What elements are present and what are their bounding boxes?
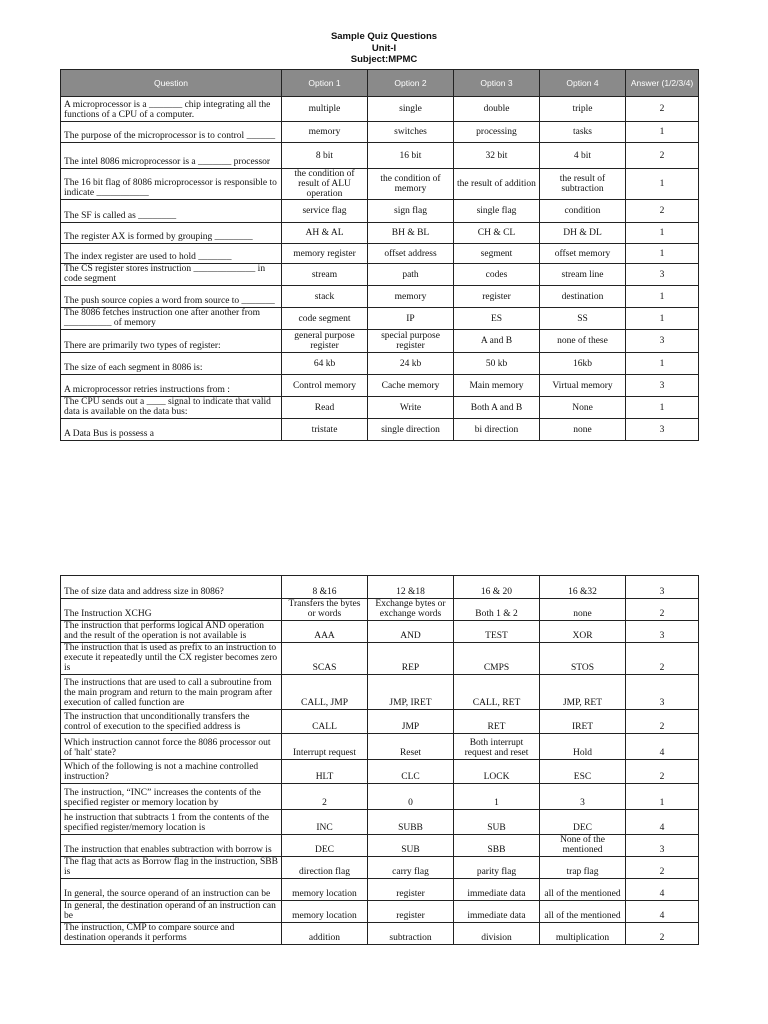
question-cell: The size of each segment in 8086 is: xyxy=(61,353,282,375)
option-4-cell: 3 xyxy=(540,784,626,810)
option-4-cell: none xyxy=(540,419,626,441)
option-2-cell: subtraction xyxy=(368,923,454,945)
option-4-cell: tasks xyxy=(540,122,626,143)
option-2-cell: SUBB xyxy=(368,810,454,835)
option-1-cell: direction flag xyxy=(282,857,368,879)
question-row xyxy=(61,308,699,330)
question-row xyxy=(61,244,699,264)
answer-cell: 2 xyxy=(626,599,699,621)
answer-cell: 4 xyxy=(626,734,699,760)
option-4-cell: 16kb xyxy=(540,353,626,375)
option-4-cell: 4 bit xyxy=(540,143,626,169)
header-option-4: Option 4 xyxy=(540,70,626,97)
question-cell: There are primarily two types of register: xyxy=(61,330,282,353)
question-cell: The instruction, “INC” increases the contents of the specified register or memory location by xyxy=(61,784,282,810)
option-2-cell: path xyxy=(368,264,454,286)
option-2-cell: CLC xyxy=(368,760,454,784)
option-3-cell: SBB xyxy=(454,835,540,857)
option-3-cell: processing xyxy=(454,122,540,143)
option-3-cell: CALL, RET xyxy=(454,675,540,710)
option-3-cell: 50 kb xyxy=(454,353,540,375)
answer-cell: 3 xyxy=(626,375,699,397)
question-row xyxy=(61,286,699,308)
header-option-3: Option 3 xyxy=(454,70,540,97)
question-row xyxy=(61,599,699,621)
option-3-cell: immediate data xyxy=(454,901,540,923)
answer-cell: 1 xyxy=(626,397,699,419)
option-1-cell: tristate xyxy=(282,419,368,441)
option-1-cell: memory register xyxy=(282,244,368,264)
option-2-cell: REP xyxy=(368,643,454,675)
question-row xyxy=(61,901,699,923)
answer-cell: 3 xyxy=(626,675,699,710)
option-2-cell: 12 &18 xyxy=(368,576,454,599)
option-4-cell: XOR xyxy=(540,621,626,643)
answer-cell: 1 xyxy=(626,244,699,264)
option-1-cell: code segment xyxy=(282,308,368,330)
answer-cell: 2 xyxy=(626,857,699,879)
answer-cell: 2 xyxy=(626,200,699,223)
option-4-cell: stream line xyxy=(540,264,626,286)
option-1-cell: addition xyxy=(282,923,368,945)
option-2-cell: 0 xyxy=(368,784,454,810)
answer-cell: 3 xyxy=(626,621,699,643)
question-row xyxy=(61,760,699,784)
question-cell: In general, the destination operand of an instruction can be xyxy=(61,901,282,923)
question-cell: The CPU sends out a ____ signal to indicate that valid data is available on the data bus: xyxy=(61,397,282,419)
question-row xyxy=(61,97,699,122)
question-cell: The push source copies a word from source to _______ xyxy=(61,286,282,308)
option-4-cell: ESC xyxy=(540,760,626,784)
option-4-cell: STOS xyxy=(540,643,626,675)
question-cell: The purpose of the microprocessor is to control ______ xyxy=(61,122,282,143)
question-row xyxy=(61,857,699,879)
header-option-1: Option 1 xyxy=(282,70,368,97)
option-4-cell: offset memory xyxy=(540,244,626,264)
option-4-cell: destination xyxy=(540,286,626,308)
option-1-cell: memory xyxy=(282,122,368,143)
question-row xyxy=(61,122,699,143)
option-4-cell: all of the mentioned xyxy=(540,901,626,923)
question-cell: The 8086 fetches instruction one after another from __________ of memory xyxy=(61,308,282,330)
option-2-cell: Exchange bytes or exchange words xyxy=(368,599,454,621)
option-3-cell: 1 xyxy=(454,784,540,810)
option-4-cell: None of the mentioned xyxy=(540,835,626,857)
question-row xyxy=(61,353,699,375)
answer-cell: 4 xyxy=(626,810,699,835)
header-row xyxy=(61,70,699,97)
option-4-cell: Hold xyxy=(540,734,626,760)
option-1-cell: Transfers the bytes or words xyxy=(282,599,368,621)
option-2-cell: JMP xyxy=(368,710,454,734)
option-1-cell: Read xyxy=(282,397,368,419)
option-3-cell: Main memory xyxy=(454,375,540,397)
question-cell: The CS register stores instruction _____________ in code segment xyxy=(61,264,282,286)
question-row xyxy=(61,330,699,353)
question-row xyxy=(61,621,699,643)
subject-label: Subject:MPMC xyxy=(350,54,418,65)
option-3-cell: Both interrupt request and reset xyxy=(454,734,540,760)
option-2-cell: memory xyxy=(368,286,454,308)
question-row xyxy=(61,576,699,599)
answer-cell: 3 xyxy=(626,576,699,599)
answer-cell: 3 xyxy=(626,330,699,353)
answer-cell: 2 xyxy=(626,923,699,945)
option-2-cell: register xyxy=(368,901,454,923)
question-row xyxy=(61,200,699,223)
question-cell: The instruction that performs logical AND operation and the result of the operation is not available is xyxy=(61,621,282,643)
question-row xyxy=(61,143,699,169)
question-cell: The 16 bit flag of 8086 microprocessor is responsible to indicate ___________ xyxy=(61,169,282,200)
option-3-cell: Both A and B xyxy=(454,397,540,419)
quiz-table-body-1 xyxy=(61,97,699,441)
option-1-cell: 2 xyxy=(282,784,368,810)
question-cell: The of size data and address size in 8086? xyxy=(61,576,282,599)
question-row xyxy=(61,169,699,200)
header-question: Question xyxy=(61,70,282,97)
answer-cell: 3 xyxy=(626,264,699,286)
header-answer: Answer (1/2/3/4) xyxy=(626,70,699,97)
question-cell: Which of the following is not a machine controlled instruction? xyxy=(61,760,282,784)
option-1-cell: stream xyxy=(282,264,368,286)
option-4-cell: Virtual memory xyxy=(540,375,626,397)
question-row xyxy=(61,397,699,419)
option-1-cell: the condition of result of ALU operation xyxy=(282,169,368,200)
option-4-cell: SS xyxy=(540,308,626,330)
option-1-cell: 64 kb xyxy=(282,353,368,375)
option-3-cell: bi direction xyxy=(454,419,540,441)
option-3-cell: SUB xyxy=(454,810,540,835)
question-row xyxy=(61,784,699,810)
option-4-cell: none xyxy=(540,599,626,621)
header-option-2: Option 2 xyxy=(368,70,454,97)
option-2-cell: single xyxy=(368,97,454,122)
option-4-cell: multiplication xyxy=(540,923,626,945)
option-1-cell: memory location xyxy=(282,901,368,923)
question-row xyxy=(61,710,699,734)
question-cell: A microprocessor retries instructions from : xyxy=(61,375,282,397)
option-2-cell: switches xyxy=(368,122,454,143)
option-4-cell: None xyxy=(540,397,626,419)
option-2-cell: carry flag xyxy=(368,857,454,879)
option-3-cell: division xyxy=(454,923,540,945)
question-cell: he instruction that subtracts 1 from the contents of the specified register/memory location is xyxy=(61,810,282,835)
option-1-cell: AH & AL xyxy=(282,223,368,244)
option-3-cell: CH & CL xyxy=(454,223,540,244)
option-3-cell: LOCK xyxy=(454,760,540,784)
question-row xyxy=(61,223,699,244)
option-1-cell: 8 bit xyxy=(282,143,368,169)
option-3-cell: TEST xyxy=(454,621,540,643)
question-row xyxy=(61,375,699,397)
option-4-cell: DEC xyxy=(540,810,626,835)
answer-cell: 1 xyxy=(626,223,699,244)
question-cell: The intel 8086 microprocessor is a _______ processor xyxy=(61,143,282,169)
answer-cell: 2 xyxy=(626,710,699,734)
question-cell: The register AX is formed by grouping ________ xyxy=(61,223,282,244)
question-row xyxy=(61,879,699,901)
question-row xyxy=(61,810,699,835)
option-1-cell: 8 &16 xyxy=(282,576,368,599)
option-2-cell: AND xyxy=(368,621,454,643)
option-4-cell: trap flag xyxy=(540,857,626,879)
quiz-table-page-1 xyxy=(60,69,699,441)
option-3-cell: ES xyxy=(454,308,540,330)
option-1-cell: service flag xyxy=(282,200,368,223)
question-cell: The instruction that unconditionally transfers the control of execution to the specified address is xyxy=(61,710,282,734)
question-cell: The Instruction XCHG xyxy=(61,599,282,621)
quiz-table-body-2 xyxy=(61,576,699,945)
option-2-cell: BH & BL xyxy=(368,223,454,244)
question-cell: The index register are used to hold _______ xyxy=(61,244,282,264)
option-2-cell: IP xyxy=(368,308,454,330)
option-3-cell: Both 1 & 2 xyxy=(454,599,540,621)
option-2-cell: single direction xyxy=(368,419,454,441)
answer-cell: 1 xyxy=(626,353,699,375)
option-4-cell: 16 &32 xyxy=(540,576,626,599)
document-title-block xyxy=(0,31,768,66)
question-row xyxy=(61,264,699,286)
question-cell: The instructions that are used to call a subroutine from the main program and return to the main program after execution of called function are xyxy=(61,675,282,710)
option-2-cell: special purpose register xyxy=(368,330,454,353)
answer-cell: 2 xyxy=(626,143,699,169)
answer-cell: 3 xyxy=(626,419,699,441)
answer-cell: 1 xyxy=(626,308,699,330)
option-2-cell: the condition of memory xyxy=(368,169,454,200)
option-1-cell: HLT xyxy=(282,760,368,784)
option-4-cell: condition xyxy=(540,200,626,223)
question-row xyxy=(61,643,699,675)
option-3-cell: the result of addition xyxy=(454,169,540,200)
unit-label: Unit-I xyxy=(371,42,397,54)
option-3-cell: double xyxy=(454,97,540,122)
answer-cell: 1 xyxy=(626,122,699,143)
option-4-cell: IRET xyxy=(540,710,626,734)
option-3-cell: RET xyxy=(454,710,540,734)
option-4-cell: the result of subtraction xyxy=(540,169,626,200)
option-2-cell: 16 bit xyxy=(368,143,454,169)
quiz-table-page-2 xyxy=(60,575,699,945)
option-3-cell: 16 & 20 xyxy=(454,576,540,599)
quiz-title: Sample Quiz Questions xyxy=(330,31,438,42)
option-2-cell: Reset xyxy=(368,734,454,760)
option-1-cell: SCAS xyxy=(282,643,368,675)
option-2-cell: sign flag xyxy=(368,200,454,223)
answer-cell: 2 xyxy=(626,643,699,675)
question-row xyxy=(61,923,699,945)
option-3-cell: codes xyxy=(454,264,540,286)
option-2-cell: Write xyxy=(368,397,454,419)
answer-cell: 1 xyxy=(626,286,699,308)
option-1-cell: multiple xyxy=(282,97,368,122)
answer-cell: 1 xyxy=(626,169,699,200)
answer-cell: 1 xyxy=(626,784,699,810)
option-3-cell: A and B xyxy=(454,330,540,353)
answer-cell: 4 xyxy=(626,901,699,923)
question-cell: The instruction that enables subtraction with borrow is xyxy=(61,835,282,857)
option-3-cell: immediate data xyxy=(454,879,540,901)
option-1-cell: stack xyxy=(282,286,368,308)
option-3-cell: 32 bit xyxy=(454,143,540,169)
option-1-cell: DEC xyxy=(282,835,368,857)
option-2-cell: Cache memory xyxy=(368,375,454,397)
answer-cell: 4 xyxy=(626,879,699,901)
option-4-cell: JMP, RET xyxy=(540,675,626,710)
question-cell: A microprocessor is a _______ chip integrating all the functions of a CPU of a computer. xyxy=(61,97,282,122)
question-cell: The instruction that is used as prefix to an instruction to execute it repeatedly until the CX register becomes zero is xyxy=(61,643,282,675)
option-2-cell: offset address xyxy=(368,244,454,264)
option-2-cell: SUB xyxy=(368,835,454,857)
option-1-cell: Interrupt request xyxy=(282,734,368,760)
option-3-cell: register xyxy=(454,286,540,308)
option-2-cell: 24 kb xyxy=(368,353,454,375)
option-4-cell: triple xyxy=(540,97,626,122)
question-cell: The flag that acts as Borrow flag in the instruction, SBB is xyxy=(61,857,282,879)
option-1-cell: general purpose register xyxy=(282,330,368,353)
question-row xyxy=(61,835,699,857)
option-4-cell: none of these xyxy=(540,330,626,353)
option-4-cell: DH & DL xyxy=(540,223,626,244)
option-3-cell: single flag xyxy=(454,200,540,223)
option-2-cell: JMP, IRET xyxy=(368,675,454,710)
option-2-cell: register xyxy=(368,879,454,901)
answer-cell: 2 xyxy=(626,760,699,784)
option-3-cell: segment xyxy=(454,244,540,264)
question-cell: The SF is called as ________ xyxy=(61,200,282,223)
option-1-cell: AAA xyxy=(282,621,368,643)
option-4-cell: all of the mentioned xyxy=(540,879,626,901)
option-1-cell: memory location xyxy=(282,879,368,901)
answer-cell: 3 xyxy=(626,835,699,857)
question-cell: Which instruction cannot force the 8086 processor out of 'halt' state? xyxy=(61,734,282,760)
question-row xyxy=(61,675,699,710)
question-row xyxy=(61,419,699,441)
question-row xyxy=(61,734,699,760)
question-cell: In general, the source operand of an instruction can be xyxy=(61,879,282,901)
option-3-cell: parity flag xyxy=(454,857,540,879)
option-1-cell: CALL, JMP xyxy=(282,675,368,710)
option-1-cell: INC xyxy=(282,810,368,835)
option-1-cell: Control memory xyxy=(282,375,368,397)
answer-cell: 2 xyxy=(626,97,699,122)
question-cell: A Data Bus is possess a xyxy=(61,419,282,441)
option-1-cell: CALL xyxy=(282,710,368,734)
option-3-cell: CMPS xyxy=(454,643,540,675)
question-cell: The instruction, CMP to compare source and destination operands it performs xyxy=(61,923,282,945)
